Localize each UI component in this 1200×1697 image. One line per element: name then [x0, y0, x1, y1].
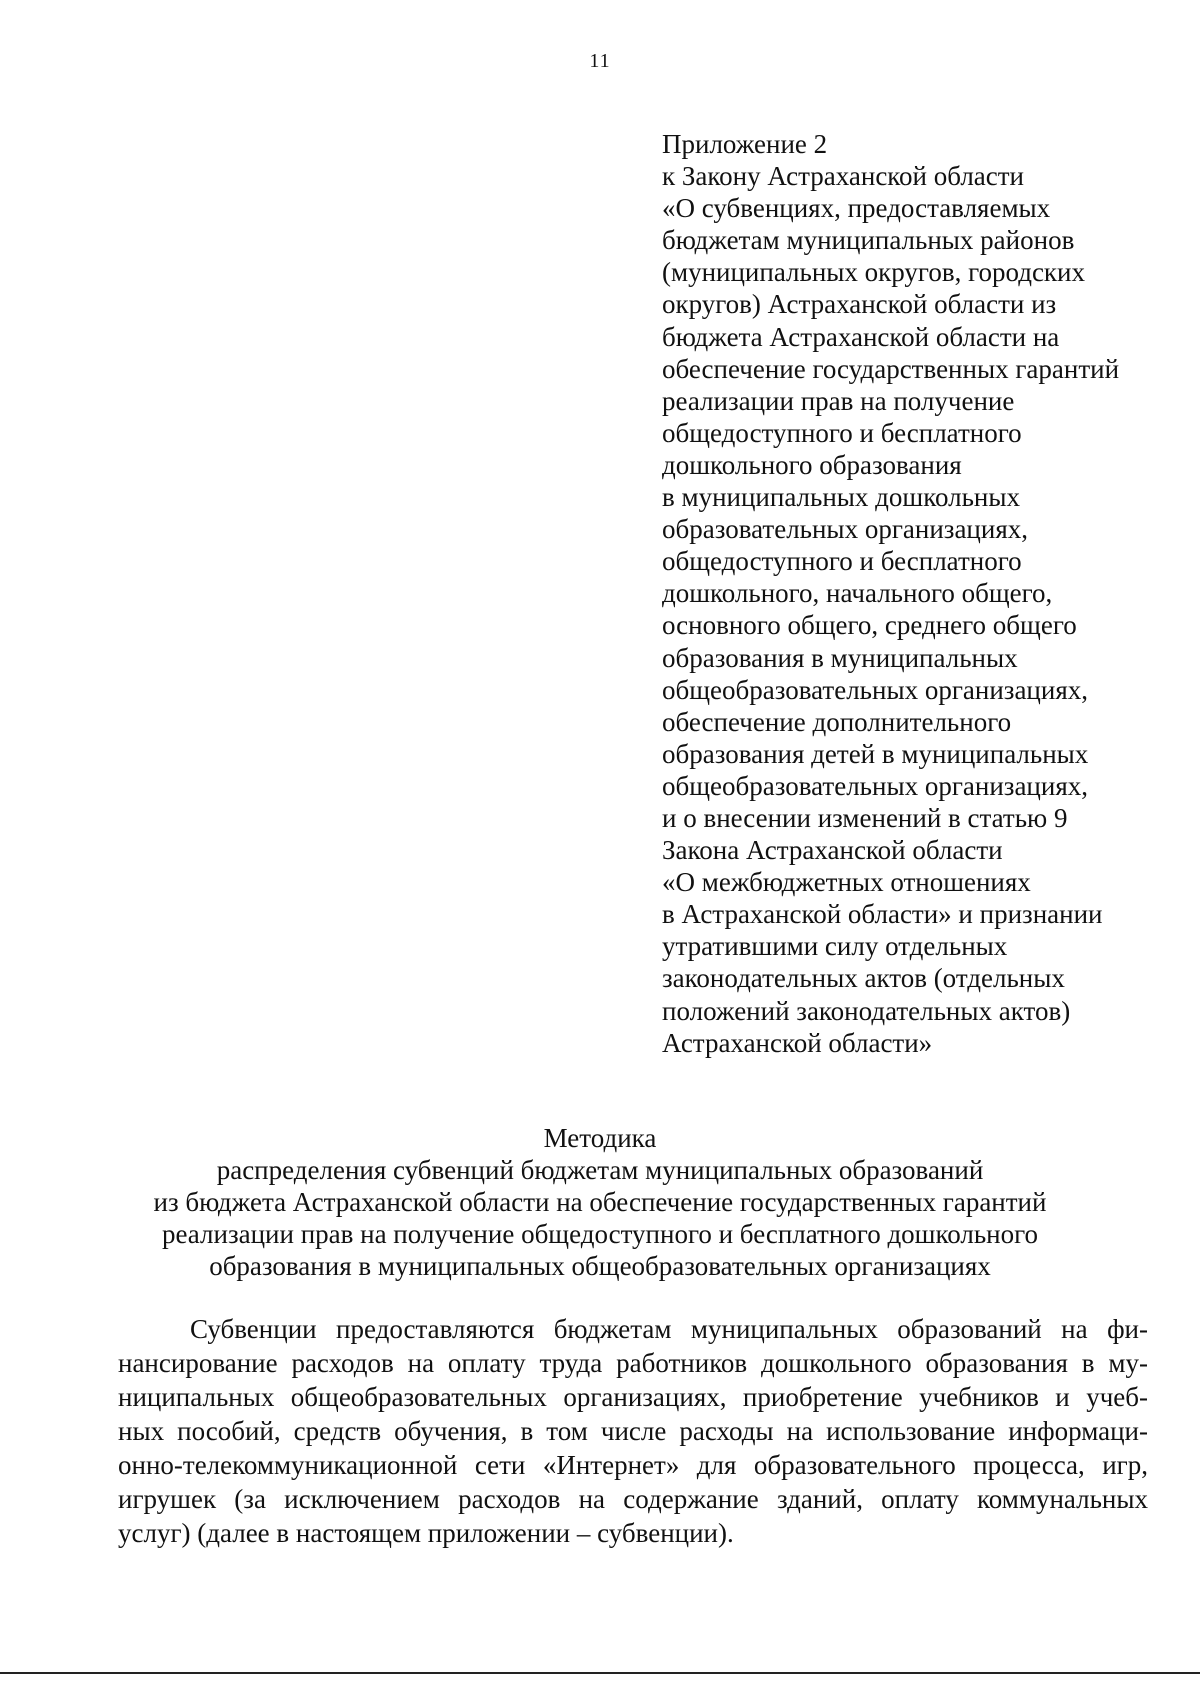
methodology-title: Методика	[543, 1123, 657, 1153]
appendix-line: Закона Астраханской области	[662, 835, 1003, 866]
appendix-line: законодательных актов (отдельных	[662, 963, 1065, 994]
body-line: ниципальных общеобразовательных организациях, приобретение учебников и учеб-	[118, 1382, 1148, 1412]
body-line: онно-телекоммуникационной сети «Интернет» для образовательного процесса, игр,	[118, 1450, 1148, 1480]
appendix-line: (муниципальных округов, городских	[662, 257, 1085, 288]
body-line: игрушек (за исключением расходов на содержание зданий, оплату коммунальных	[118, 1484, 1148, 1514]
appendix-line: обеспечение государственных гарантий	[662, 353, 1120, 384]
methodology-subtitle-line: образования в муниципальных общеобразовательных организациях	[209, 1251, 991, 1281]
body-line: нансирование расходов на оплату труда работников дошкольного образования в му-	[118, 1348, 1148, 1378]
body-paragraph	[118, 1312, 1148, 1550]
appendix-line: Астраханской области»	[662, 1027, 933, 1058]
appendix-line: дошкольного образования	[662, 449, 962, 480]
appendix-line: «О субвенциях, предоставляемых	[662, 193, 1051, 224]
appendix-line: образования детей в муниципальных	[662, 738, 1089, 769]
appendix-line: реализации прав на получение	[662, 385, 1015, 416]
body-line: Субвенции предоставляются бюджетам муниципальных образований на фи-	[190, 1314, 1148, 1344]
appendix-block	[662, 128, 1182, 1059]
appendix-line: в муниципальных дошкольных	[662, 482, 1020, 513]
appendix-line: к Закону Астраханской области	[662, 161, 1025, 192]
bottom-rule	[0, 1672, 1200, 1674]
appendix-line: Приложение 2	[662, 129, 828, 159]
appendix-line: положений законодательных актов)	[662, 995, 1071, 1026]
appendix-line: основного общего, среднего общего	[662, 610, 1077, 641]
appendix-line: образования в муниципальных	[662, 642, 1018, 673]
appendix-line: бюджета Астраханской области на	[662, 321, 1060, 352]
methodology-subtitle-line: из бюджета Астраханской области на обеспечение государственных гарантий	[153, 1187, 1047, 1217]
appendix-line: округов) Астраханской области из	[662, 289, 1057, 320]
appendix-line: общедоступного и бесплатного	[662, 546, 1022, 577]
appendix-line: утратившими силу отдельных	[662, 931, 1008, 962]
appendix-line: обеспечение дополнительного	[662, 706, 1012, 737]
methodology-heading	[0, 1122, 1200, 1282]
appendix-line: общеобразовательных организациях,	[662, 770, 1089, 801]
methodology-subtitle-line: распределения субвенций бюджетам муниципальных образований	[216, 1155, 984, 1185]
page-number: 11	[589, 50, 611, 72]
appendix-line: образовательных организациях,	[662, 514, 1028, 545]
body-line: ных пособий, средств обучения, в том числе расходы на использование информаци-	[118, 1416, 1148, 1446]
appendix-line: и о внесении изменений в статью 9	[662, 802, 1068, 833]
appendix-line: бюджетам муниципальных районов	[662, 225, 1075, 256]
appendix-line: в Астраханской области» и признании	[662, 899, 1103, 930]
appendix-line: «О межбюджетных отношениях	[662, 867, 1031, 898]
appendix-line: общеобразовательных организациях,	[662, 674, 1089, 705]
appendix-line: общедоступного и бесплатного	[662, 417, 1022, 448]
methodology-subtitle-line: реализации прав на получение общедоступного и бесплатного дошкольного	[161, 1219, 1038, 1249]
appendix-line: дошкольного, начального общего,	[662, 578, 1053, 609]
body-line: услуг) (далее в настоящем приложении – субвенции).	[118, 1518, 734, 1548]
